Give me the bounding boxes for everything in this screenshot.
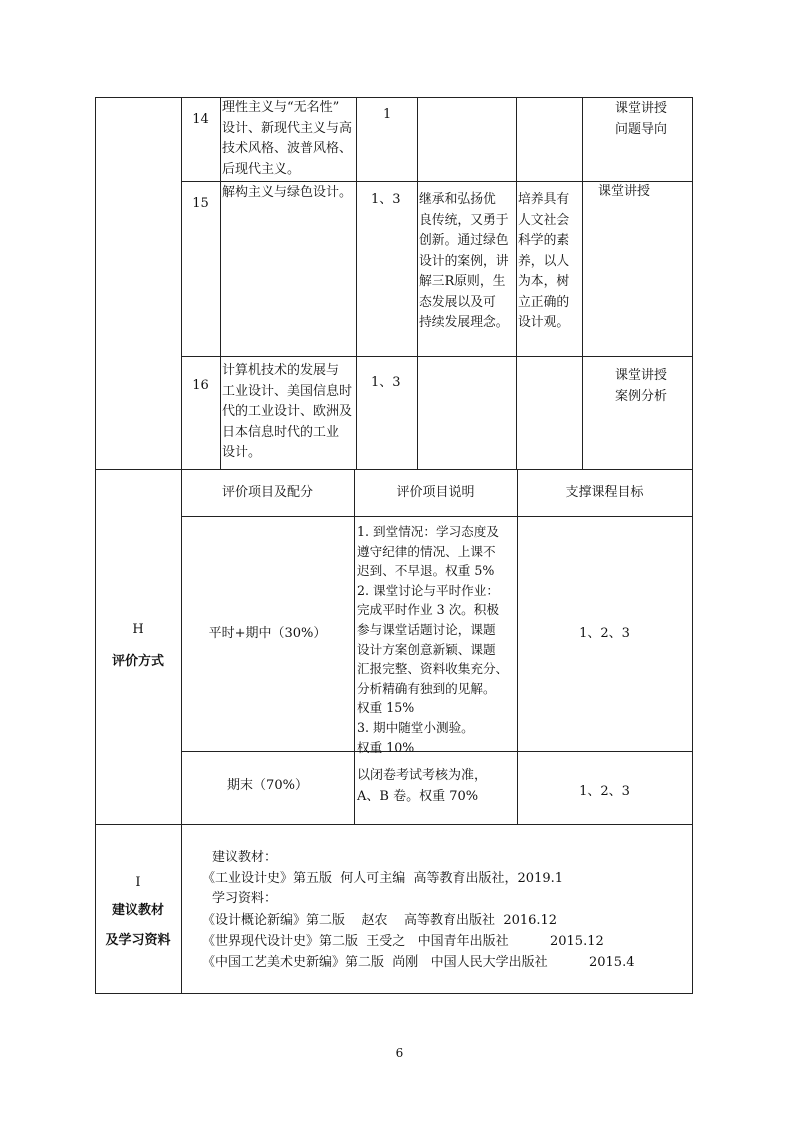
- textbook-label: 建议教材：: [212, 850, 278, 865]
- ref-entry-2: 《世界现代设计史》第二版 王受之 中国青年出版社 2015.12: [202, 934, 604, 949]
- row-15-no: 15: [192, 196, 209, 211]
- course-section-divider: [95, 469, 693, 470]
- eval-col-3-left: [517, 469, 518, 824]
- ref-entry-1: 《设计概论新编》第二版 赵农 高等教育出版社 2016.12: [202, 913, 558, 928]
- eval-row-2-targets: 1、2、3: [579, 784, 630, 799]
- row-16-objective: 1、3: [371, 375, 401, 390]
- eval-row-1-item: 平时+期中（30%）: [208, 626, 327, 641]
- row-15-content: 解构主义与绿色设计。: [222, 185, 353, 200]
- course-col-no-left: [181, 97, 182, 469]
- eval-col-2-left: [354, 469, 355, 824]
- textbook-entry: 《工业设计史》第五版 何人可主编 高等教育出版社，2019.1: [202, 871, 564, 886]
- eval-header-divider: [181, 516, 692, 517]
- page-number: 6: [395, 1046, 404, 1060]
- eval-section-divider: [95, 824, 693, 825]
- row-16-method: 课堂讲授 案例分析: [614, 368, 667, 404]
- ref-label: 学习资料：: [212, 891, 278, 906]
- course-row-divider-2: [181, 356, 692, 357]
- course-col-values-a-left: [417, 97, 418, 469]
- ref-entry-3: 《中国工艺美术史新编》第二版 尚刚 中国人民大学出版社 2015.4: [202, 955, 635, 970]
- eval-row-1-targets: 1、2、3: [579, 626, 630, 641]
- row-14-no: 14: [192, 112, 209, 127]
- row-16-content: 计算机技术的发展与 工业设计、美国信息时 代的工业设计、欧洲及 日本信息时代的工业 设计。: [222, 363, 353, 460]
- materials-section-letter: I: [135, 875, 141, 890]
- row-15-values-a: 继承和弘扬优 良传统，又勇于 创新。通过绿色 设计的案例，讲 解三R原则，生 态发展以及可 持续发展理念。: [419, 192, 509, 330]
- row-14-content: 理性主义与“无名性” 设计、新现代主义与高 技术风格、波普风格、 后现代主义。: [222, 100, 353, 177]
- eval-header-item: 评价项目及配分: [221, 485, 313, 500]
- materials-section-title-2: 及学习资料: [105, 933, 171, 948]
- row-15-objective: 1、3: [371, 192, 401, 207]
- eval-row-2-desc: 以闭卷考试考核为准， A、B 卷。权重 70%: [357, 768, 488, 804]
- eval-section-letter: H: [132, 622, 144, 637]
- eval-col-1-left: [181, 469, 182, 994]
- course-col-method-left: [582, 97, 583, 469]
- eval-section-title: 评价方式: [111, 654, 164, 669]
- row-15-method: 课堂讲授: [598, 184, 651, 199]
- eval-row-1-desc: 1. 到堂情况：学习态度及 遵守纪律的情况、上课不 迟到、不早退。权重 5% 2. 课堂讨论与平时作业： 完成平时作业 3 次。积极 参与课堂话题讨论，课题 设计方案创意新颖、课题 汇报完整、资料收集充分、 分析精确有独到的见解。 权重 15% 3. 期中随堂小测验。 权重 10%: [357, 524, 509, 755]
- eval-header-targets: 支撑课程目标: [565, 485, 644, 500]
- eval-header-desc: 评价项目说明: [396, 485, 475, 500]
- row-14-method: 课堂讲授 问题导向: [614, 101, 667, 137]
- row-16-no: 16: [192, 378, 209, 393]
- course-col-values-b-left: [516, 97, 517, 469]
- row-15-values-b: 培养具有 人文社会 科学的素 养，以人 为本，树 立正确的 设计观。: [518, 192, 570, 330]
- table-bottom-border: [95, 993, 693, 994]
- course-col-content-right: [356, 97, 357, 469]
- table-right-border: [692, 97, 693, 994]
- materials-section-title-1: 建议教材: [111, 903, 164, 918]
- course-col-content-left: [220, 97, 221, 469]
- table-left-border: [95, 97, 96, 994]
- eval-row-2-item: 期末（70%）: [227, 778, 308, 793]
- row-14-objective: 1: [383, 107, 392, 122]
- table-top-border: [95, 97, 693, 98]
